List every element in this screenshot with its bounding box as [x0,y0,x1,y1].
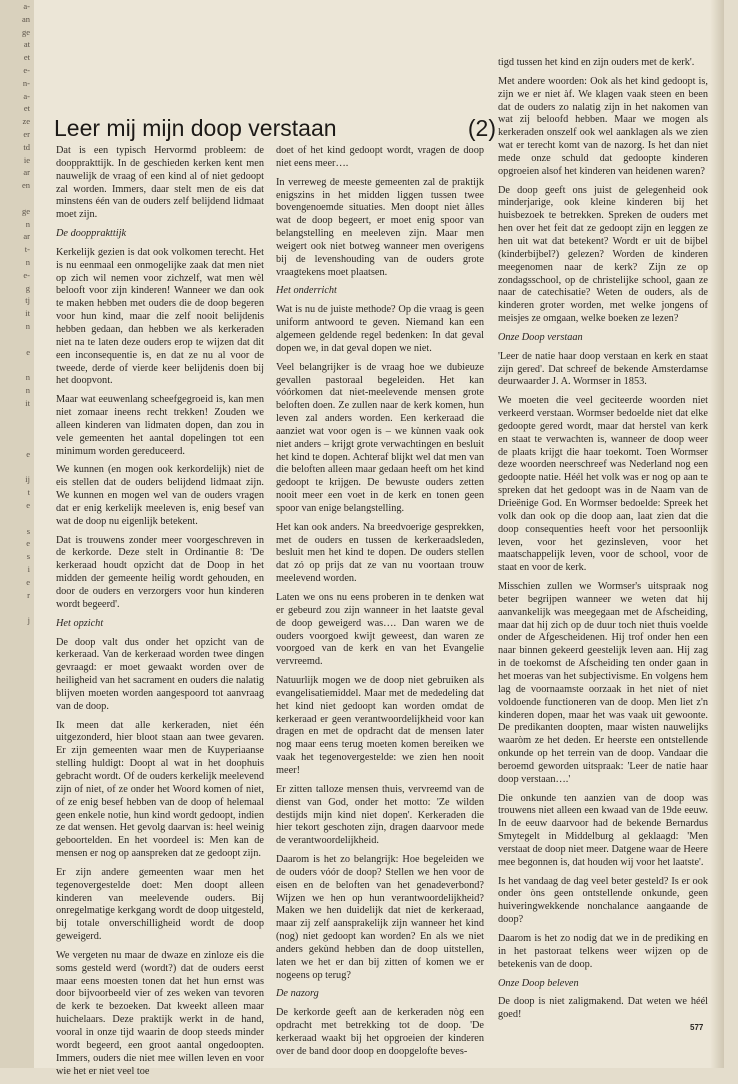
bleed-fragment: s [26,551,30,562]
bleed-fragment [0,435,30,448]
paragraph: We vergeten nu maar de dwaze en zinloze eis die soms gesteld werd (wordt?) dat de ouders eerst maar eens moesten tonen dat het hun ernst was door bijvoorbeeld vier of zes weken van tevoren de kerk te bezoeken. Dat kweekt alleen maar huichelaars. Deze praktijk werkt in de hand, vooral in onze tijd waarin de doop steeds minder wordt begeerd, een groot aantal ongedoopten. Immers, ouders die niet mee willen leven en voor wie het er niet veel toe [56,949,264,1077]
section-heading: Het opzicht [56,617,104,629]
bleed-fragment: et [23,103,30,114]
text-column-2 [276,145,484,1065]
bleed-fragment [0,333,30,346]
section-heading: Onze Doop verstaan [498,331,583,343]
page-number: 577 [690,1023,704,1032]
bleed-fragment: t [27,487,30,498]
bleed-fragment: a- [23,1,30,11]
paragraph: Het kan ook anders. Na breedvoerige gesprekken, met de ouders en tussen de kerkeraadsleden, besluit men het kind te dopen. De ouders stellen dat zó op prijs dat ze van nu voortaan trouw meelevend worden. [276,521,484,585]
bleed-fragment: a- [23,90,30,101]
paragraph: Dat is trouwens zonder meer voorgeschreven in de kerkorde. Deze stelt in Ordinantie 8: 'De kerkeraad houdt opzicht dat de Doop in het midden der gemeente heilig wordt gehouden, en door de ouders en verzorgers voor hun kinderen wordt begeerd'. [56,534,264,610]
bleed-fragment: e [26,346,30,357]
bleed-fragment: t- [24,244,30,255]
bleed-fragment: ge [21,205,30,216]
bleed-fragment: e [26,576,30,587]
bleed-fragment [0,461,30,474]
paragraph: Laten we ons nu eens proberen in te denken wat er gebeurd zou zijn wanneer in het laatste geval de doop geweigerd was…. Dan waren we de ouders voorgoed kwijt geweest, dan waren ze voorgoed van de kerk en van het Evangelie vervreemd. [276,592,484,668]
paragraph: Met andere woorden: Ook als het kind gedoopt is, zijn we er niet àf. We klagen vaak steen en been dat de ouders zo nalatig zijn in het nakomen van wat zij beloofd hebben. Maar we mogen als kerkeraden onszelf ook wel aanklagen als we zien wat er terecht komt van de nazorg. Is het dan niet mede onze schuld dat gedoopte kinderen opgroeien alsof het kinderen van heidenen waren? [498,75,708,177]
bleed-fragment: e- [23,269,30,280]
section-heading: De doopprakttijk [56,228,127,240]
binding-gutter [0,0,35,1068]
paragraph: In verreweg de meeste gemeenten zal de praktijk enigszins in het midden liggen tussen twee bovengenoemde situaties. Men doopt niet àlles wat de doop begeert, er moet enig spoor van belangstelling en meeleven zijn. Maar men weigert ook niet botweg wanneer men overigens bij de levenshouding van de ouders grote vraagtekens moet plaatsen. [276,176,484,278]
section-heading: De nazorg [276,988,319,1000]
bleed-fragment: e [26,448,30,459]
bleed-fragment: it [25,397,30,408]
bleed-fragment: ar [23,167,30,178]
bleed-fragment [0,422,30,435]
article-part-number: (2) [467,115,496,141]
paragraph: De kerkorde geeft aan de kerkeraden nòg een opdracht met betrekking tot de doop. 'De kerkeraad waakt bij het opgroeien der kinderen over de band door doop en doopgelofte beves- [276,1007,484,1057]
page-edge-shadow [710,0,724,1068]
bleed-fragment [0,512,30,525]
paragraph: tigd tussen het kind en zijn ouders met de kerk'. [498,57,695,68]
bleed-fragment: n- [22,77,30,88]
paragraph: We kunnen (en mogen ook kerkordelijk) niet de eis stellen dat de ouders belijdend lidmaat zijn. We kunnen en mogen wel van de ouders vragen dat er enig kerkelijk meeleven is, enig besef van wat de doop nu eigenlijk betekent. [56,464,264,527]
bleed-fragment [0,410,30,423]
bleed-fragment: r [27,589,30,600]
bleed-fragment: ge [21,26,30,37]
bleed-fragment: n [25,320,30,331]
bleed-fragment: en [21,180,30,191]
paragraph: De doop is niet zaligmakend. Dat weten we héél goed! [498,996,708,1021]
section-heading: Het onderricht [276,285,337,297]
paragraph: Veel belangrijker is de vraag hoe we dubieuze gevallen pastoraal begeleiden. Het kan vóórkomen dat niet-meelevende mensen grote beloften doen. Ze zullen naar de kerk komen, hun leven zal anders worden. Een kerkeraad die aanziet wat voor ogen is – we kùnnen vaak ook niet anders – krijgt grote verwachtingen en besluit het kind te dopen. Achteraf blijkt wel dat men van die beloften alleen maar gedaan heeft om het kind gedoopt te krijgen. De bewuste ouders zetten nooit meer een voet in de kerk en tonen geen spoor van enige belangstelling. [276,361,484,514]
paragraph: Dat is een typisch Hervormd probleem: de doopprakttijk. In de geschieden kerken kent men nauwelijk de vraag of een kind al of niet gedoopt zal worden. Immers, daar stelt men de eis dat minstens één van de ouders zelf belijdend lidmaat moet zijn. [56,145,264,221]
text-column-3 [498,57,708,1028]
bleed-fragment: er [23,128,30,139]
bleed-fragment [0,358,30,371]
paragraph: We moeten die veel geciteerde woorden niet verkeerd verstaan. Wormser bedoelde niet dat elke gedoopte gered wordt, maar dat herstel van kerk en staat te verwachten is, wanneer de doop weer de plaats krijgt die haar toekomt. Toen Wormser deze woorden neerschreef was Nederland nog een gedoopte natie. Héél het volk was er nog op aan te spreken dat het gedoopt was in de Naam van de Drieënige God. En Wormser bedoelde: Spreek het volk dan ook op die doop aan, laat zien dat die doop consequenties heeft voor het persoonlijk leven, voor het gezinsleven, voor het maatschappelijk leven, voor de school, voor de staat en voor de kerk. [498,395,708,574]
paragraph: Die onkunde ten aanzien van de doop was trouwens niet alleen een kwaad van de 19de eeuw. In de eeuw daarvoor had de bekende Bernardus Smytegelt in Middelburg al geklaagd: 'Men verstaat de doop niet meer. Datgene waar de Heere mee begonnen is, dat houden wij voor het laatste'. [498,792,708,868]
bleed-fragment: ar [23,231,30,242]
bleed-fragment: n [25,372,30,383]
bleed-fragment: et [23,52,30,63]
bleed-fragment: e [26,538,30,549]
bleed-fragment: e- [23,64,30,75]
bleed-fragment: td [23,141,30,152]
paragraph: Maar wat eeuwenlang scheefgegroeid is, kan men niet zomaar ineens recht trekken! Zouden we alleen kinderen van lidmaten dopen, dan zou in vele gemeenten het aantal dopelingen tot een minimum worden gereduceerd. [56,394,264,457]
section-heading: Onze Doop beleven [498,977,579,989]
bleed-fragment: j [27,615,30,626]
article-title: Leer mij mijn doop verstaan [54,115,337,141]
bleed-fragment: at [23,39,30,50]
bleed-fragment: ie [23,154,30,165]
paragraph: Er zijn andere gemeenten waar men het tegenovergestelde doet: Men doopt alleen kinderen van meelevende ouders. Bij onregelmatige kerkgang wordt de doop uitgesteld, bij totale onverschilligheid wordt de doop geweigerd. [56,866,264,943]
bleed-fragment: n [25,256,30,267]
paragraph: De doop valt dus onder het opzicht van de kerkeraad. Van de kerkeraad worden twee dingen gevraagd: er moet gewaakt worden over de heiligheid van het sacrament en ouders die nalatig blijven moeten worden aangespoord tot aanvraag van de doop. [56,636,264,712]
bleed-fragment: ze [22,116,30,127]
bleed-fragment: n [25,384,30,395]
paragraph: Misschien zullen we Wormser's uitspraak nog beter begrijpen wanneer we weten dat hij aanvankelijk was meegegaan met de Afscheiding, maar dat hij zich op de duur toch niet thuis voelde onder de Afgescheidenen. Hij trof onder hen een naar binnen gekeerd geestelijk leven aan. Hij zag in de toekomst de Afscheiding ten onder gaan in het moeras van het subjectivisme. En volgens hem lag de voornaamste oorzaak in het niet of niet voldoende functioneren van de doop. Men liet z'n kinderen dopen, maar het was vaak uit gewoonte. De predikanten doopten, maar wisten nauwelijks waaròm ze het deden. Er heerste een ontstellende onkunde op het terrein van de doop. Vandaar die beroemd geworden uitspraak: 'Leer de natie haar doop verstaan….' [498,581,708,785]
paragraph: Er zitten talloze mensen thuis, vervreemd van de dienst van God, onder het motto: 'Ze wilden destijds mijn kind niet dopen'. Kerkeraden die hier tekort geschoten zijn, dragen daarvoor mede de verantwoordelijkheid. [276,783,484,847]
paragraph: Kerkelijk gezien is dat ook volkomen terecht. Het is nu eenmaal een onmogelijke zaak dat men niet op zich wil nemen voor zichzelf, wat men wèl belooft voor zijn kinderen! Wanneer we dan ook te maken hebben met ouders die de doop begeren voor hun kind, maar die zelf nooit belijdenis hebben gedaan, dan hebben we als kerkeraden niet na te laten deze ouders erop te wijzen dat dit een inconsequentie is, en dat ze nu al voor de tweede, derde of vierde keer belijdenis doen bij het doopvont. [56,246,264,387]
bleed-fragment: e [26,500,30,511]
bleed-fragment: i [27,564,30,575]
bleed-fragment [0,601,30,614]
paragraph: doet of het kind gedoopt wordt, vragen de doop niet eens meer…. [276,145,484,169]
bleed-fragment: tj [25,295,30,306]
paragraph: Natuurlijk mogen we de doop niet gebruiken als evangelisatiemiddel. Maar met de mededeling dat het kind niet gedoopt kan worden omdat de kerkeraad er geen verantwoordelijkheid voor kan dragen en met de opdracht dat de mensen later nog maar eens terug moeten komen bereiken we vaak het tegenovergestelde: we zien hen nooit meer! [276,675,484,776]
paragraph: Daarom is het zo nodig dat we in de prediking en in het pastoraat telkens weer wijzen op de betekenis van de doop. [498,933,708,970]
bleed-fragment: s [26,525,30,536]
bleed-fragment: n [25,218,30,229]
bleed-fragment: an [21,13,30,24]
paragraph: Ik meen dat alle kerkeraden, niet één uitgezonderd, hier bloot staan aan twee gevaren. Er zijn gemeenten waar men de Kuyperiaanse stelling huldigt: Doopt al wat in het doophuis gebracht wordt. Of de ouders kerkelijk meelevend zijn of niet, of ze onder het Woord komen of niet, of ze enig besef hebben van de doop of helemaal geen enkele notie, hun kind wordt gedoopt, indien ze dat wensen. Het gevolg daarvan is: heel weinig geboortelden. En het voordeel is: Men kan de mensen er nog op aanspreken dat ze gedoopt zijn. [56,719,264,860]
paragraph: Daarom is het zo belangrijk: Hoe begeleiden we de ouders vóór de doop? Stellen we hen voor de eisen en de beloften van het genadeverbond? Wijzen we hen op hun verantwoordelijkheid? Maken we hen duidelijk dat niet de kerkeraad, maar zij zelf aansprakelijk zijn wanneer het kind (nog) niet gedoopt kan worden? En als we niet anders gekùnd hebben dan de doop uitstellen, laten we het er dan bij zitten of komen we er nogeens op terug? [276,854,484,981]
bleed-fragment: g [25,282,30,293]
paragraph: Wat is nu de juiste methode? Op die vraag is geen uniform antwoord te geven. Niemand kan een algemeen geldende regel bedenken: In dat geval dopen we, in dat geval dopen we niet. [276,304,484,354]
paragraph: 'Leer de natie haar doop verstaan en kerk en staat zijn gered'. Dat schreef de bekende Amsterdamse deurwaarder J. A. Wormser in 1853. [498,350,708,388]
paragraph: Is het vandaag de dag veel beter gesteld? Is er ook onder òns geen ontstellende onkunde, geen huiveringwekkende nonchalance aangaande de doop? [498,875,708,926]
bleed-fragment: ij [25,474,30,485]
text-column-1 [56,145,264,1084]
facing-page-bleed [0,0,30,627]
bleed-fragment: it [25,308,30,319]
paragraph: De doop geeft ons juist de gelegenheid ook minderjarige, ook kleine kinderen bij het huisbezoek te betrekken. Spreken de ouders met hen over het feit dat ze gedoopt zijn en leggen ze hen uit wat dat betekent? Wordt er uit de bijbel (kinderbijbel?) gelezen? Worden de kinderen meegenomen naar de kerk? Zijn ze op zondagsschool, op de christelijke school, gaan ze naar de catechisatie? Weten de ouders, als de kinderen groter worden, met welke jongens of meisjes ze omgaan, welke boeken ze lezen? [498,184,708,325]
bleed-fragment [0,192,30,205]
